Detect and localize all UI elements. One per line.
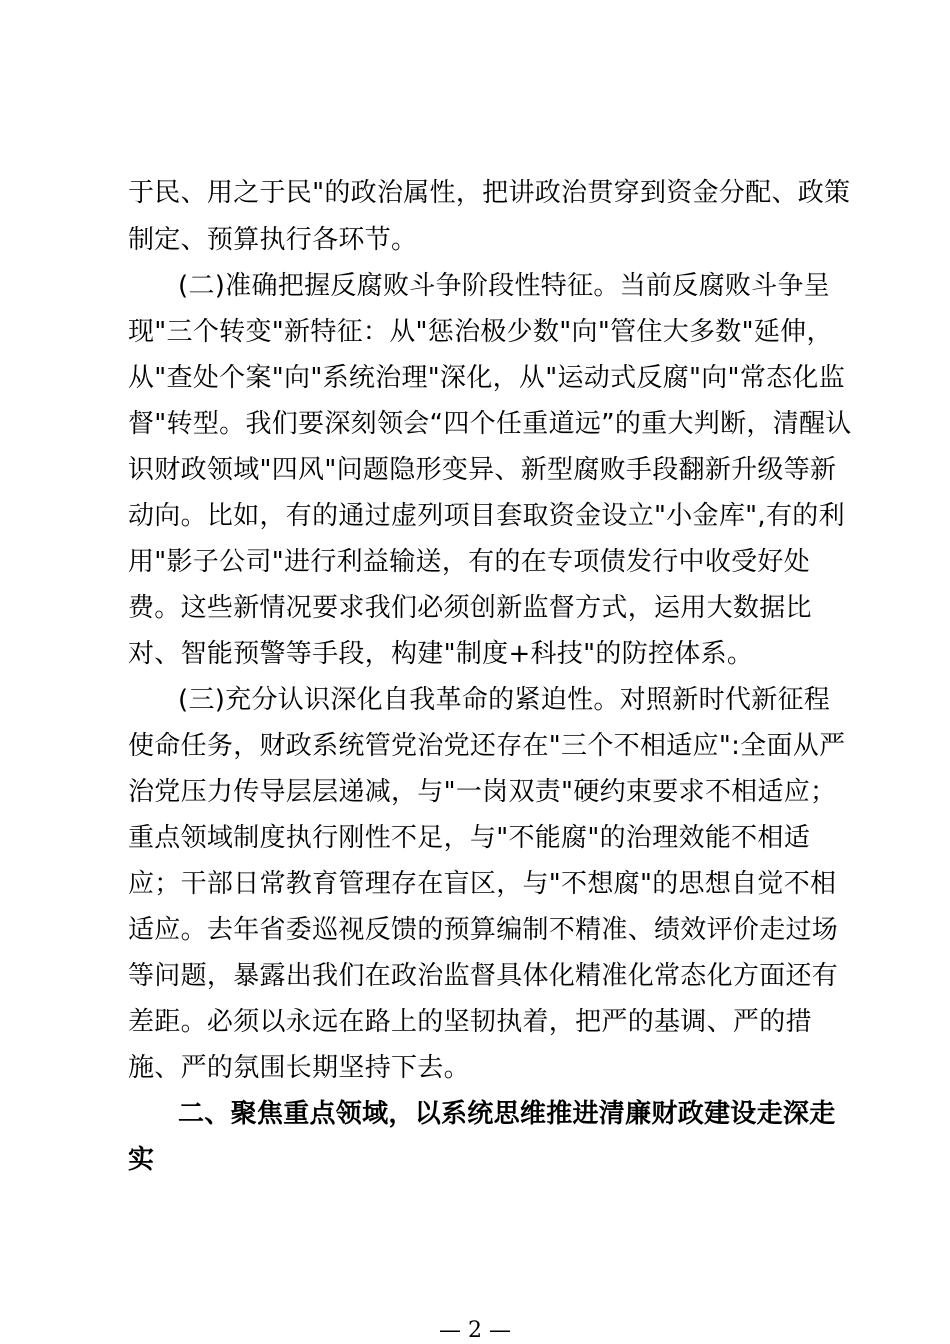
text-line: 动向。比如，有的通过虚列项目套取资金设立"小金库",有的利 [128, 501, 845, 531]
text-line: 使命任务，财政系统管党治党还存在"三个不相适应":全面从严 [128, 731, 846, 761]
text-line: 重点领域制度执行刚性不足，与"不能腐"的治理效能不相适 [128, 823, 811, 853]
text-line: 适应。去年省委巡视反馈的预算编制不精准、绩效评价走过场 [128, 915, 839, 945]
text-line: 督"转型。我们要深刻领会“四个任重道远”的重大判断，清醒认 [128, 409, 852, 439]
text-line: 用"影子公司"进行利益输送，有的在专项债发行中收受好处 [128, 547, 811, 577]
section-heading-line: 二、聚焦重点领域，以系统思维推进清廉财政建设走深走 [178, 1099, 836, 1129]
text-line: 对、智能预警等手段，构建"制度+科技"的防控体系。 [128, 639, 754, 669]
text-line: 现"三个转变"新特征：从"惩治极少数"向"管住大多数"延伸， [128, 317, 833, 347]
text-line: (三)充分认识深化自我革命的紧迫性。对照新时代新征程 [178, 685, 831, 715]
page-number: — 2 — [439, 1318, 511, 1343]
text-line: 从"查处个案"向"系统治理"深化，从"运动式反腐"向"常态化监 [128, 363, 846, 393]
text-line: 施、严的氛围长期坚持下去。 [128, 1053, 470, 1083]
section-heading-line: 实 [128, 1145, 155, 1175]
text-line: 等问题，暴露出我们在政治监督具体化精准化常态化方面还有 [128, 961, 839, 991]
text-line: 应；干部日常教育管理存在盲区，与"不想腐"的思想自觉不相 [128, 869, 837, 899]
text-line: 制定、预算执行各环节。 [128, 225, 418, 255]
text-line: 识财政领域"四风"问题隐形变异、新型腐败手段翻新升级等新 [128, 455, 837, 485]
text-line: 于民、用之于民"的政治属性，把讲政治贯穿到资金分配、政策 [128, 178, 851, 208]
text-line: 差距。必须以永远在路上的坚韧执着，把严的基调、严的措 [128, 1007, 812, 1037]
text-line: (二)准确把握反腐败斗争阶段性特征。当前反腐败斗争呈 [178, 271, 831, 301]
text-line: 费。这些新情况要求我们必须创新监督方式，运用大数据比 [128, 593, 812, 623]
text-line: 治党压力传导层层递减，与"一岗双责"硬约束要求不相适应； [128, 777, 837, 807]
